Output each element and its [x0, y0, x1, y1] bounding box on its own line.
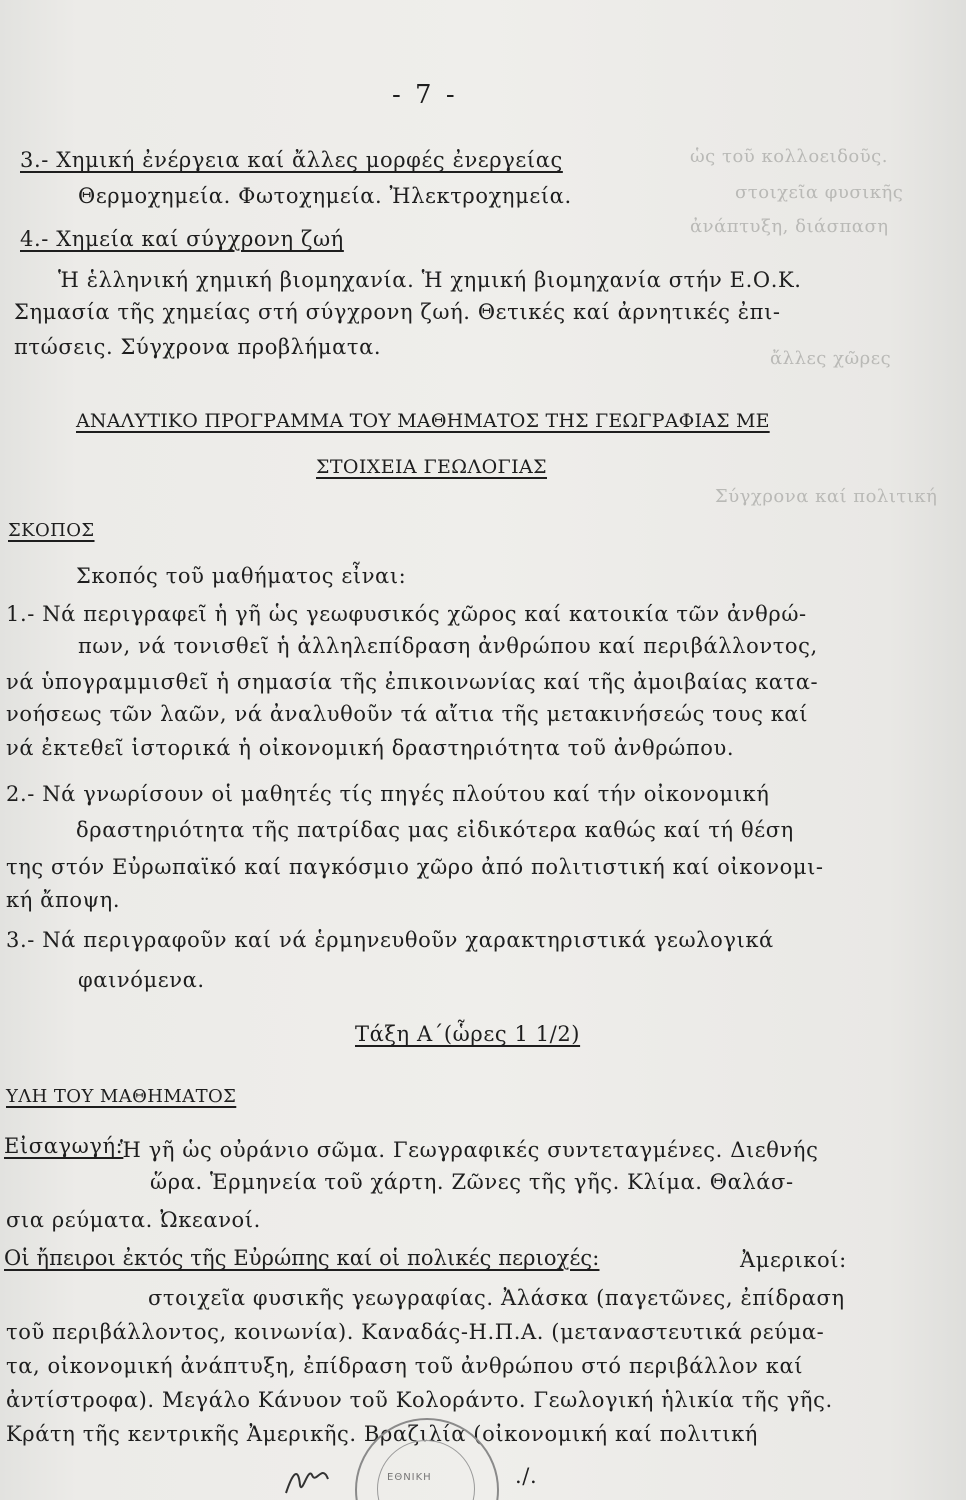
aim-line: φαινόμενα.	[78, 968, 205, 992]
aim-line: νά ὑπογραμμισθεῖ ἡ σημασία τῆς ἐπικοινωνίας καί τῆς ἀμοιβαίας κατα-	[6, 670, 819, 694]
aim-line: κή ἄποψη.	[6, 888, 121, 912]
aim-line: 2.- Νά γνωρίσουν οἱ μαθητές τίς πηγές πλούτου καί τήν οἰκονομική	[6, 782, 770, 806]
geography-title-line-2: ΣΤΟΙΧΕΙΑ ΓΕΩΛΟΓΙΑΣ	[316, 456, 547, 478]
page-number: - 7 -	[392, 80, 458, 110]
skopos-heading: ΣΚΟΠΟΣ	[8, 520, 95, 541]
bleed-text: στοιχεῖα φυσικῆς	[735, 182, 904, 203]
continents-line: τα, οἰκονομική ἀνάπτυξη, ἐπίδραση τοῦ ἀνθρώπου στό περιβάλλον καί	[6, 1354, 804, 1378]
stamp-text: ΕΘΝΙΚΗ	[387, 1472, 432, 1483]
intro-line: ὥρα. Ἑρμηνεία τοῦ χάρτη. Ζῶνες τῆς γῆς. Κλίμα. Θαλάσ-	[150, 1170, 794, 1194]
bleed-text: ὡς τοῦ κολλοειδοῦς.	[690, 146, 888, 167]
continued-mark: ./.	[515, 1464, 538, 1488]
bleed-text: ἄλλες χῶρες	[770, 348, 892, 369]
geography-title-line-1: ΑΝΑΛΥΤΙΚΟ ΠΡΟΓΡΑΜΜΑ ΤΟΥ ΜΑΘΗΜΑΤΟΣ ΤΗΣ ΓΕΩΓΡΑΦΙΑΣ ΜΕ	[76, 410, 770, 432]
aim-line: πων, νά τονισθεῖ ἡ ἀλληλεπίδραση ἀνθρώπου καί περιβάλλοντος,	[78, 634, 818, 658]
bleed-text: ἀνάπτυξη, διάσπαση	[690, 216, 889, 237]
skopos-intro: Σκοπός τοῦ μαθήματος εἶναι:	[76, 564, 407, 588]
section-3-heading: 3.- Χημική ἐνέργεια καί ἄλλες μορφές ἐνεργείας	[20, 148, 563, 172]
aim-line: 3.- Νά περιγραφοῦν καί νά ἑρμηνευθοῦν χαρακτηριστικά γεωλογικά	[6, 928, 774, 952]
bleed-text: Σύγχρονα καί πολιτική	[715, 486, 938, 507]
stamp-inner-ring	[377, 1440, 475, 1500]
continents-line: Κράτη τῆς κεντρικῆς Ἀμερικῆς. Βραζιλία (οἰκονομική καί πολιτική	[6, 1422, 758, 1446]
continents-line: στοιχεῖα φυσικῆς γεωγραφίας. Ἀλάσκα (παγετῶνες, ἐπίδραση	[148, 1286, 845, 1310]
signature-icon	[278, 1455, 338, 1500]
section-4-line: Ἡ ἑλληνική χημική βιομηχανία. Ἡ χημική βιομηχανία στήν Ε.Ο.Κ.	[58, 268, 802, 292]
section-3-body: Θερμοχημεία. Φωτοχημεία. Ἠλεκτροχημεία.	[78, 184, 572, 208]
yli-heading: ΥΛΗ ΤΟΥ ΜΑΘΗΜΑΤΟΣ	[6, 1086, 237, 1107]
section-4-heading: 4.- Χημεία καί σύγχρονη ζωή	[20, 227, 344, 251]
continents-line: ἀντίστροφα). Μεγάλο Κάνυον τοῦ Κολοράντο. Γεωλογική ἡλικία τῆς γῆς.	[6, 1388, 833, 1412]
aim-line: νά ἐκτεθεῖ ἱστορικά ἡ οἰκονομική δραστηριότητα τοῦ ἀνθρώπου.	[6, 736, 735, 760]
aim-line: της στόν Εὐρωπαϊκό καί παγκόσμιο χῶρο ἀπό πολιτιστική καί οἰκονομι-	[6, 855, 824, 879]
aim-line: 1.- Νά περιγραφεῖ ἡ γῆ ὡς γεωφυσικός χῶρος καί κατοικία τῶν ἀνθρώ-	[6, 602, 807, 626]
section-4-line: Σημασία τῆς χημείας στή σύγχρονη ζωή. Θετικές καί ἀρνητικές ἐπι-	[14, 300, 781, 324]
continents-label: Οἱ ἤπειροι ἐκτός τῆς Εὐρώπης καί οἱ πολικές περιοχές:	[4, 1246, 600, 1270]
aim-line: δραστηριότητα τῆς πατρίδας μας εἰδικότερα καθώς καί τή θέση	[76, 818, 794, 842]
continents-line: τοῦ περιβάλλοντος, κοινωνία). Καναδάς-Η.Π.Α. (μεταναστευτικά ρεύμα-	[6, 1320, 825, 1344]
section-4-line: πτώσεις. Σύγχρονα προβλήματα.	[14, 335, 382, 359]
intro-line: Ἡ γῆ ὡς οὐράνιο σῶμα. Γεωγραφικές συντεταγμένες. Διεθνής	[120, 1138, 819, 1162]
continents-line: Ἀμερικοί:	[740, 1248, 847, 1272]
intro-label: Εἰσαγωγή:	[4, 1134, 124, 1158]
aim-line: νοήσεως τῶν λαῶν, νά ἀναλυθοῦν τά αἴτια τῆς μετακινήσεώς τους καί	[6, 702, 809, 726]
intro-line: σια ρεύματα. Ὠκεανοί.	[6, 1208, 261, 1232]
class-heading: Τάξη Α΄(ὧρες 1 1/2)	[355, 1022, 581, 1046]
